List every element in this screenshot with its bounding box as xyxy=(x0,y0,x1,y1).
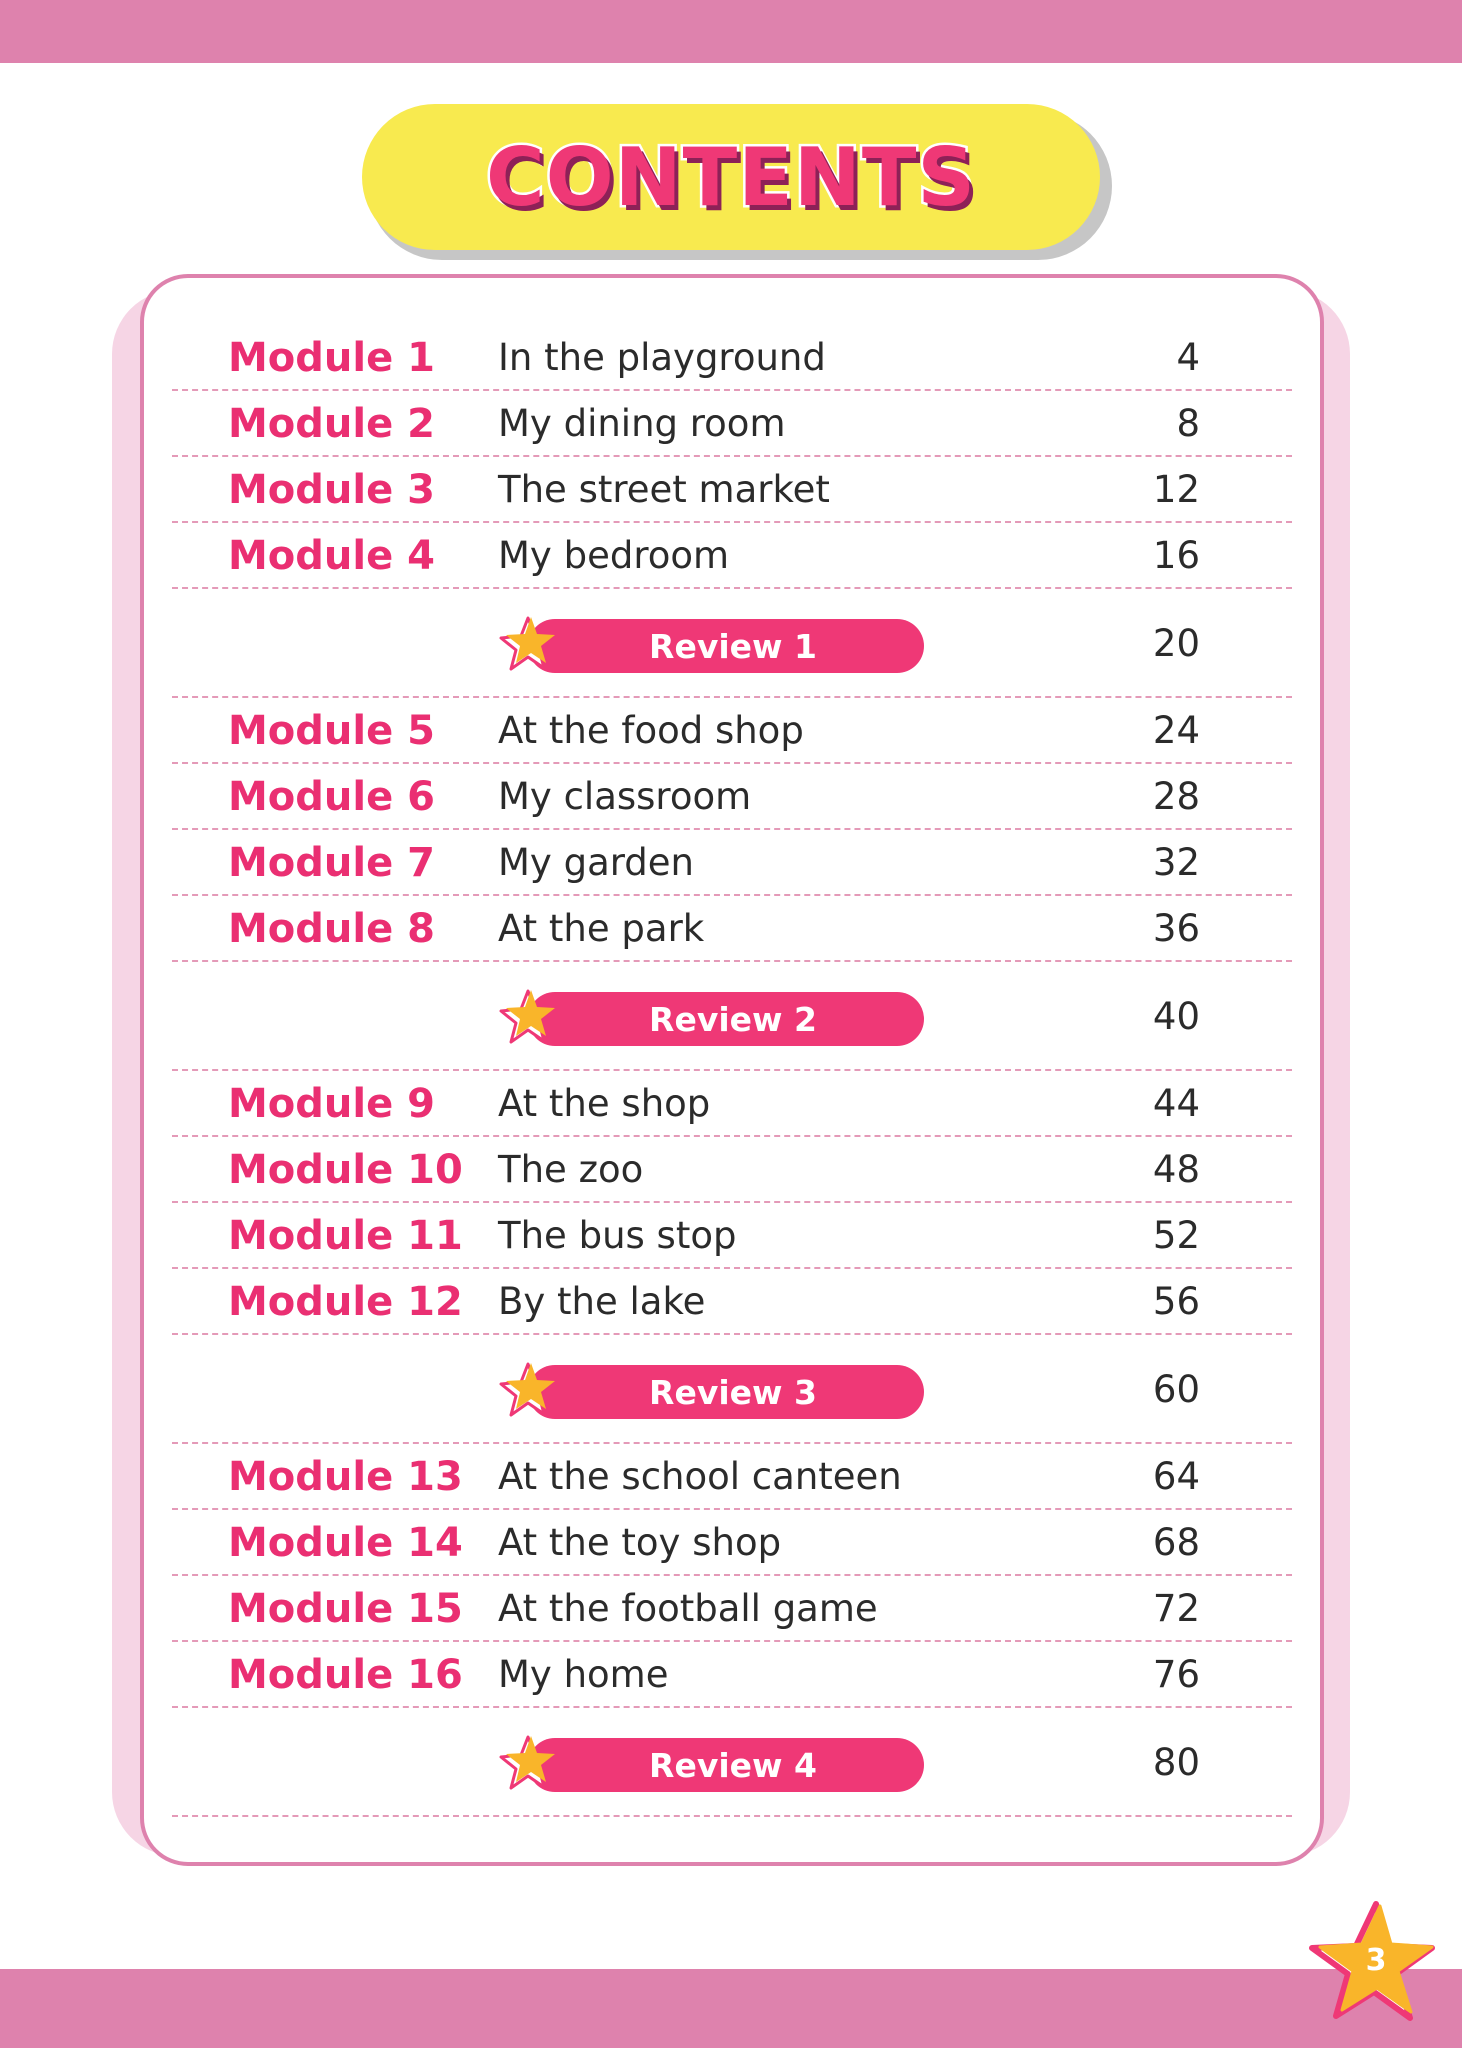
page-ref: 12 xyxy=(1152,468,1200,511)
toc-module-row xyxy=(172,896,1292,962)
page-ref: 72 xyxy=(1152,1587,1200,1630)
page-ref: 64 xyxy=(1152,1455,1200,1498)
module-label: Module 13 xyxy=(228,1454,463,1500)
module-title: At the shop xyxy=(498,1082,711,1125)
page-ref: 20 xyxy=(1152,622,1200,665)
page-ref: 56 xyxy=(1152,1280,1200,1323)
module-label: Module 7 xyxy=(228,840,435,886)
module-title: My garden xyxy=(498,841,695,884)
module-label: Module 4 xyxy=(228,533,435,579)
page-ref: 32 xyxy=(1152,841,1200,884)
review-label: Review 2 xyxy=(649,999,817,1039)
top-decorative-bar xyxy=(0,0,1462,63)
page-ref: 60 xyxy=(1152,1368,1200,1411)
toc-module-row xyxy=(172,1510,1292,1576)
module-label: Module 15 xyxy=(228,1586,463,1632)
module-title: At the park xyxy=(498,907,705,950)
toc-review-row xyxy=(172,589,1292,698)
module-label: Module 1 xyxy=(228,335,435,381)
review-label: Review 3 xyxy=(649,1372,817,1412)
page-ref: 24 xyxy=(1152,709,1200,752)
page-ref: 68 xyxy=(1152,1521,1200,1564)
page-ref: 16 xyxy=(1152,534,1200,577)
toc-module-row xyxy=(172,1269,1292,1335)
page-ref: 4 xyxy=(1176,336,1200,379)
toc-module-row xyxy=(172,698,1292,764)
star-icon xyxy=(495,1357,561,1423)
title-pill xyxy=(362,104,1100,250)
module-label: Module 6 xyxy=(228,774,435,820)
toc-module-row xyxy=(172,391,1292,457)
review-pill xyxy=(528,1738,924,1792)
toc-module-row xyxy=(172,1576,1292,1642)
module-label: Module 14 xyxy=(228,1520,463,1566)
review-pill xyxy=(528,992,924,1046)
review-pill xyxy=(528,1365,924,1419)
module-title: At the toy shop xyxy=(498,1521,782,1564)
module-title: By the lake xyxy=(498,1280,706,1323)
page-ref: 76 xyxy=(1152,1653,1200,1696)
page-ref: 52 xyxy=(1152,1214,1200,1257)
bottom-decorative-bar xyxy=(0,1969,1462,2048)
module-title: My bedroom xyxy=(498,534,730,577)
module-title: At the food shop xyxy=(498,709,804,752)
toc-review-row xyxy=(172,962,1292,1071)
toc-module-row xyxy=(172,523,1292,589)
module-title: The street market xyxy=(498,468,830,511)
page-ref: 80 xyxy=(1152,1741,1200,1784)
star-icon xyxy=(495,611,561,677)
toc-review-row xyxy=(172,1335,1292,1444)
module-title: My dining room xyxy=(498,402,786,445)
review-label: Review 1 xyxy=(649,626,817,666)
module-label: Module 5 xyxy=(228,708,435,754)
page-ref: 40 xyxy=(1152,995,1200,1038)
page-ref: 8 xyxy=(1176,402,1200,445)
review-pill xyxy=(528,619,924,673)
module-title: At the football game xyxy=(498,1587,878,1630)
toc-module-row xyxy=(172,764,1292,830)
page-title: CONTENTS xyxy=(485,130,977,224)
page-ref: 36 xyxy=(1152,907,1200,950)
module-label: Module 16 xyxy=(228,1652,463,1698)
star-icon xyxy=(495,1730,561,1796)
toc-module-row xyxy=(172,1642,1292,1708)
page-ref: 44 xyxy=(1152,1082,1200,1125)
module-title: The bus stop xyxy=(498,1214,737,1257)
page-number: 3 xyxy=(1365,1943,1387,1978)
module-title: At the school canteen xyxy=(498,1455,902,1498)
module-label: Module 8 xyxy=(228,906,435,952)
module-label: Module 2 xyxy=(228,401,435,447)
module-title: In the playground xyxy=(498,336,826,379)
module-label: Module 10 xyxy=(228,1147,463,1193)
module-title: My classroom xyxy=(498,775,752,818)
star-icon xyxy=(495,984,561,1050)
toc-module-row xyxy=(172,1071,1292,1137)
toc-module-row xyxy=(172,1203,1292,1269)
toc-module-row xyxy=(172,830,1292,896)
toc-module-row xyxy=(172,457,1292,523)
toc-module-row xyxy=(172,1137,1292,1203)
module-label: Module 12 xyxy=(228,1279,463,1325)
page-ref: 28 xyxy=(1152,775,1200,818)
module-label: Module 9 xyxy=(228,1081,435,1127)
toc-review-row xyxy=(172,1708,1292,1817)
toc-module-row xyxy=(172,325,1292,391)
module-label: Module 11 xyxy=(228,1213,463,1259)
page-ref: 48 xyxy=(1152,1148,1200,1191)
module-title: My home xyxy=(498,1653,669,1696)
module-title: The zoo xyxy=(498,1148,644,1191)
module-label: Module 3 xyxy=(228,467,435,513)
review-label: Review 4 xyxy=(649,1745,817,1785)
toc-module-row xyxy=(172,1444,1292,1510)
